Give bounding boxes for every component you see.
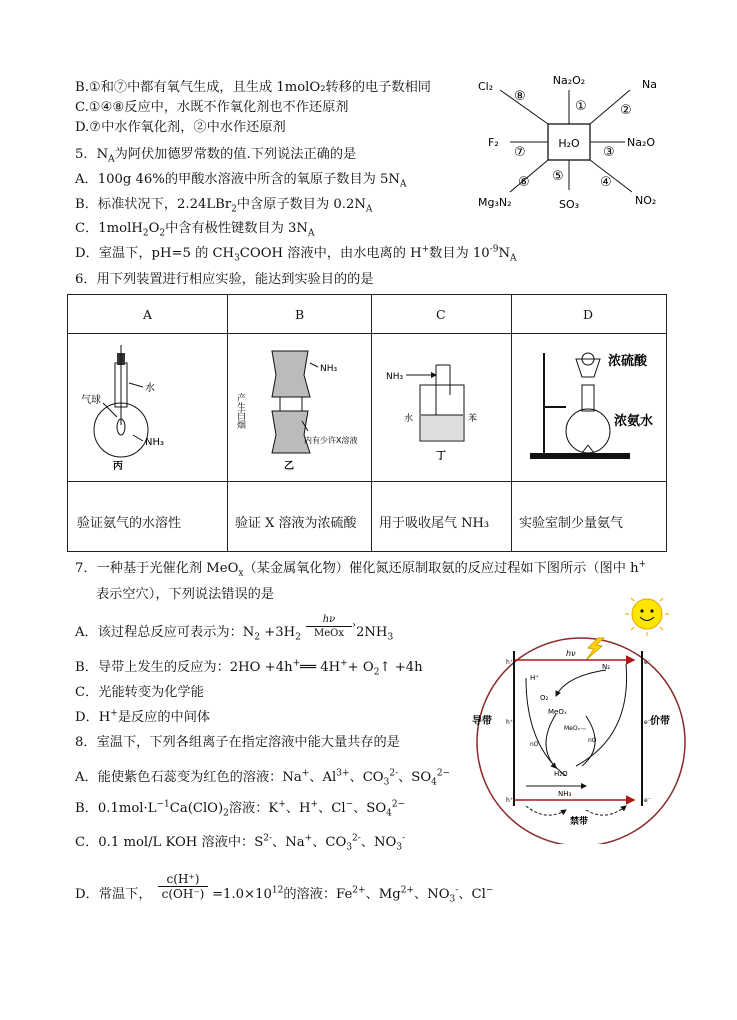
- svg-text:nO: nO: [530, 741, 539, 748]
- na-label: Na: [642, 78, 657, 91]
- option-c-line: C.①④⑧反应中，水既不作氧化剂也不作还原剂: [75, 100, 349, 115]
- forbidden-band-label: 禁带: [570, 817, 589, 827]
- svg-text:浓硫酸: 浓硫酸: [608, 354, 648, 369]
- svg-text:产生白烟: 产生白烟: [235, 393, 245, 429]
- svg-text:h⁺: h⁺: [506, 719, 513, 726]
- svg-text:h⁺: h⁺: [506, 797, 513, 804]
- svg-text:苯: 苯: [468, 414, 478, 424]
- mg3n2-label: Mg₃N₂: [478, 196, 512, 209]
- q5-option-c: C．$1molH_2O_2$中含有极性键数目为 $3N_A$: [75, 221, 315, 239]
- svg-text:MeOₓ₋ₙ: MeOₓ₋ₙ: [564, 725, 586, 732]
- question-7: 7．一种基于光催化剂 MeO$_x$（某金属氧化物）催化氮还原制取氨的反应过程如下图所示（图中 h+: [75, 559, 647, 579]
- no2-label: NO₂: [635, 194, 657, 207]
- q5-option-d: D．室温下，pH=5 的 $CH_3COOH$ 溶液中，由水电离的 H+数目为 $10^{-9}N_A$: [75, 244, 517, 264]
- svg-text:内有少许X溶液: 内有少许X溶液: [304, 436, 358, 445]
- q5-option-b: B．标准状况下，2.24LBr$_2$中含原子数目为 $0.2N_A$: [75, 197, 373, 215]
- q8-option-b: B．$0.1mol\cdot L^{-1}Ca(ClO)_2$溶液：K+、H+、Cl−、$SO_4^{2-}$: [75, 799, 406, 819]
- svg-text:NH₃: NH₃: [320, 364, 338, 374]
- q5-option-a: A．100g 46%的甲酸水溶液中所含的氧原子数目为 $5N_A$: [75, 172, 407, 190]
- apparatus-d-setup: [516, 335, 666, 479]
- q8-option-d: D．常温下，: [75, 887, 152, 902]
- option-d-line: D.⑦中水作氧化剂，②中水作还原剂: [75, 120, 286, 135]
- question-7-cont: 表示空穴），下列说法错误的是: [96, 587, 275, 602]
- na2o-label: Na₂O: [627, 136, 656, 149]
- svg-text:NH₃: NH₃: [386, 372, 404, 382]
- header-c: C: [436, 307, 446, 322]
- num-2: ②: [620, 103, 632, 118]
- num-7: ⑦: [514, 145, 526, 160]
- num-1: ①: [575, 99, 587, 114]
- num-8: ⑧: [514, 89, 526, 104]
- svg-text:水: 水: [145, 383, 155, 394]
- question-5: 5．$N_A$为阿伏加德罗常数的值.下列说法正确的是: [75, 147, 357, 165]
- question-8: 8．室温下，下列各组离子在指定溶液中能大量共存的是: [75, 735, 400, 750]
- num-3: ③: [603, 145, 615, 160]
- svg-text:浓氨水: 浓氨水: [614, 414, 654, 429]
- so3-label: SO₃: [558, 198, 580, 211]
- svg-text:e⁻: e⁻: [644, 797, 651, 804]
- valence-band-label: 价带: [650, 716, 670, 727]
- svg-text:nO: nO: [588, 737, 597, 744]
- na2o2-label: Na₂O₂: [552, 74, 586, 87]
- conduction-band-label: 导带: [472, 716, 492, 727]
- header-d: D: [583, 307, 594, 322]
- num-4: ④: [600, 175, 612, 190]
- svg-text:H⁺: H⁺: [530, 674, 539, 682]
- svg-text:MeOₓ: MeOₓ: [548, 708, 567, 716]
- svg-text:H₂O: H₂O: [554, 770, 568, 778]
- cl2-label: Cl₂: [478, 80, 494, 93]
- caption-b: 验证 X 溶液为浓硫酸: [235, 516, 357, 531]
- apparatus-b-cotton: [232, 335, 367, 479]
- num-5: ⑤: [552, 169, 564, 184]
- svg-text:h⁺: h⁺: [506, 659, 513, 666]
- svg-text:乙: 乙: [284, 461, 294, 472]
- water-reaction-diagram: [470, 68, 670, 218]
- svg-text:丙: 丙: [113, 461, 123, 472]
- svg-text:hν: hν: [566, 649, 576, 658]
- sun-icon: [625, 596, 669, 636]
- svg-text:e⁻: e⁻: [644, 719, 651, 726]
- q7-option-b: B．导带上发生的反应为：2HO +4h+══ $4H^++ O_2↑ +4h$: [75, 658, 423, 678]
- header-a: A: [143, 307, 153, 322]
- svg-text:O₂: O₂: [540, 694, 549, 702]
- q7-option-a-product: $2NH_3$: [356, 625, 394, 643]
- svg-text:NH₃: NH₃: [145, 437, 165, 448]
- experiment-table: [67, 294, 667, 552]
- reaction-arrow: hν › MeOx: [306, 614, 352, 639]
- caption-c: 用于吸收尾气 NH₃: [379, 516, 490, 531]
- svg-text:NH₃: NH₃: [558, 790, 572, 798]
- svg-text:水: 水: [404, 414, 414, 424]
- photocatalysis-diagram: [466, 596, 696, 844]
- q7-option-d: D．H+是反应的中间体: [75, 708, 211, 725]
- h2o-center-label: H₂O: [558, 137, 580, 150]
- q7-option-a: A．该过程总反应可表示为：$N_2 +3H_2$: [75, 625, 301, 643]
- svg-text:丁: 丁: [436, 451, 446, 462]
- q8-fraction: c(H⁺) c(OH⁻): [158, 872, 208, 901]
- svg-text:气球: 气球: [81, 395, 101, 406]
- q8-option-d-tail: $=1.0\times 10^{12}$的溶液：$Fe^{2+}$、$Mg^{2+}$、$NO_3^-$、Cl−: [212, 885, 494, 905]
- q7-option-c: C．光能转变为化学能: [75, 685, 204, 700]
- q8-option-a: A．能使紫色石蕊变为红色的溶液：Na+、$Al^{3+}$、$CO_3^{2-}$、$SO_4^{2-}$: [75, 768, 451, 788]
- caption-a: 验证氨气的水溶性: [77, 516, 182, 531]
- question-6: 6．用下列装置进行相应实验，能达到实验目的的是: [75, 272, 374, 287]
- f2-label: F₂: [488, 136, 499, 149]
- apparatus-c-bottle: [376, 335, 508, 479]
- svg-text:e⁻: e⁻: [644, 659, 651, 666]
- header-b: B: [295, 307, 305, 322]
- svg-text:N₂: N₂: [602, 663, 611, 671]
- num-6: ⑥: [518, 175, 530, 190]
- apparatus-a-flask: [73, 335, 223, 479]
- lightning-icon: [586, 638, 604, 660]
- q8-option-c: C．0.1 mol/L KOH 溶液中：$S^{2-}$、Na+、$CO_3^{2-}$、$NO_3^-$: [75, 833, 406, 853]
- caption-d: 实验室制少量氨气: [519, 516, 624, 531]
- option-b-line: B.①和⑦中都有氧气生成，且生成 1molO₂转移的电子数相同: [75, 80, 431, 95]
